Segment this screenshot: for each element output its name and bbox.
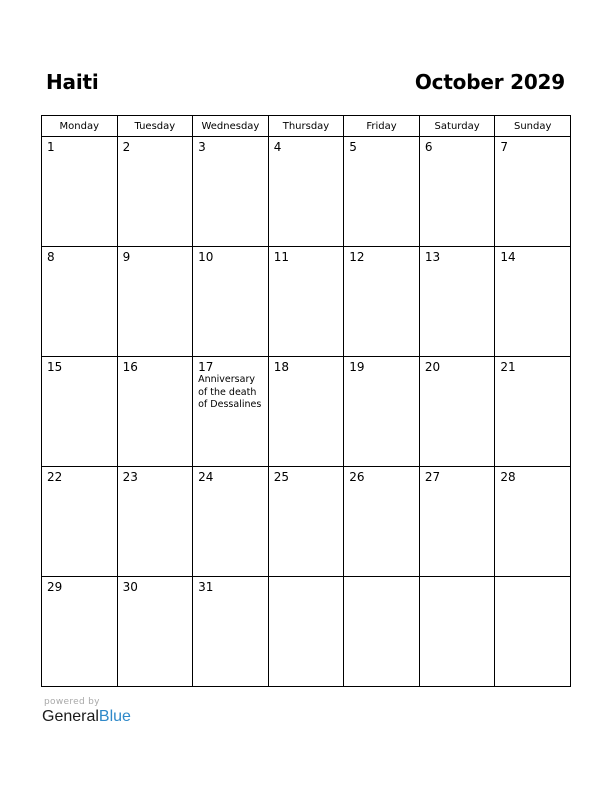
day-number: 14 <box>500 250 516 264</box>
day-cell <box>42 577 118 687</box>
day-cell <box>419 577 495 687</box>
day-cell <box>117 247 193 357</box>
day-cell <box>193 467 269 577</box>
day-number: 1 <box>47 140 55 154</box>
weekday-header: Tuesday <box>117 116 193 137</box>
day-cell <box>117 577 193 687</box>
day-cell <box>495 467 571 577</box>
week-row <box>42 137 571 247</box>
day-cell <box>268 577 344 687</box>
month-title: October 2029 <box>414 70 565 94</box>
day-number: 29 <box>47 580 63 594</box>
day-cell <box>495 247 571 357</box>
weekday-header: Friday <box>344 116 420 137</box>
weekday-header: Thursday <box>268 116 344 137</box>
day-cell <box>193 577 269 687</box>
day-cell <box>419 247 495 357</box>
powered-by-label: powered by <box>44 697 100 707</box>
day-number <box>269 577 344 580</box>
day-number: 19 <box>349 360 365 374</box>
day-number: 22 <box>47 470 63 484</box>
holiday-event-text: of Dessalines <box>198 399 262 410</box>
day-cell <box>419 357 495 467</box>
day-cell <box>268 357 344 467</box>
day-number: 28 <box>500 470 516 484</box>
day-number: 16 <box>122 360 138 374</box>
day-number: 12 <box>349 250 365 264</box>
day-cell <box>419 137 495 247</box>
day-number: 27 <box>424 470 441 484</box>
day-cell <box>193 137 269 247</box>
holiday-event-text: of the death <box>198 386 257 398</box>
day-number: 26 <box>349 470 365 484</box>
day-number: 9 <box>122 250 131 264</box>
day-cell <box>419 467 495 577</box>
day-cell <box>268 137 344 247</box>
day-number: 6 <box>424 140 433 154</box>
calendar-grid <box>41 115 571 687</box>
brand-blue: Blue <box>98 708 131 725</box>
day-cell <box>42 137 118 247</box>
day-cell <box>344 467 420 577</box>
day-number: 31 <box>198 580 214 594</box>
week-row <box>42 247 571 357</box>
day-cell <box>344 247 420 357</box>
day-number: 23 <box>122 470 138 484</box>
day-cell <box>268 467 344 577</box>
day-cell <box>42 357 118 467</box>
day-cell <box>344 357 420 467</box>
day-number <box>344 577 419 580</box>
day-cell <box>42 467 118 577</box>
day-number: 11 <box>273 250 289 264</box>
week-row <box>42 577 571 687</box>
day-number: 17 <box>198 360 214 374</box>
day-number: 24 <box>198 470 214 484</box>
day-number: 2 <box>122 140 131 154</box>
day-cell <box>344 137 420 247</box>
day-cell <box>495 137 571 247</box>
country-title: Haiti <box>46 70 99 94</box>
day-cell <box>117 467 193 577</box>
day-cell <box>42 247 118 357</box>
weekday-header: Wednesday <box>193 116 269 137</box>
day-number: 18 <box>273 360 289 374</box>
week-row <box>42 357 571 467</box>
brand-general: General <box>42 708 99 725</box>
weekday-header: Saturday <box>419 116 495 137</box>
day-number <box>420 577 495 580</box>
day-number: 4 <box>273 140 282 154</box>
day-cell <box>193 247 269 357</box>
weekday-header-row <box>42 116 571 137</box>
day-cell <box>344 577 420 687</box>
calendar-body <box>42 137 571 687</box>
holiday-event-text: Anniversary <box>198 374 255 385</box>
day-cell <box>117 357 193 467</box>
day-cell <box>193 357 269 467</box>
day-cell <box>268 247 344 357</box>
day-number <box>495 577 570 580</box>
day-number: 8 <box>47 250 55 264</box>
day-number: 3 <box>198 140 206 154</box>
week-row <box>42 467 571 577</box>
day-cell <box>117 137 193 247</box>
generalblue-logo[interactable] <box>42 708 131 726</box>
weekday-header: Sunday <box>495 116 571 137</box>
day-number: 5 <box>349 140 357 154</box>
day-number: 30 <box>122 580 138 594</box>
day-number: 13 <box>424 250 441 264</box>
day-number: 15 <box>47 360 63 374</box>
day-number: 20 <box>424 360 441 374</box>
day-number: 21 <box>500 360 516 374</box>
day-number: 25 <box>273 470 289 484</box>
day-cell <box>495 577 571 687</box>
day-number: 7 <box>500 140 509 154</box>
day-cell <box>495 357 571 467</box>
day-number: 10 <box>198 250 214 264</box>
weekday-header: Monday <box>42 116 118 137</box>
